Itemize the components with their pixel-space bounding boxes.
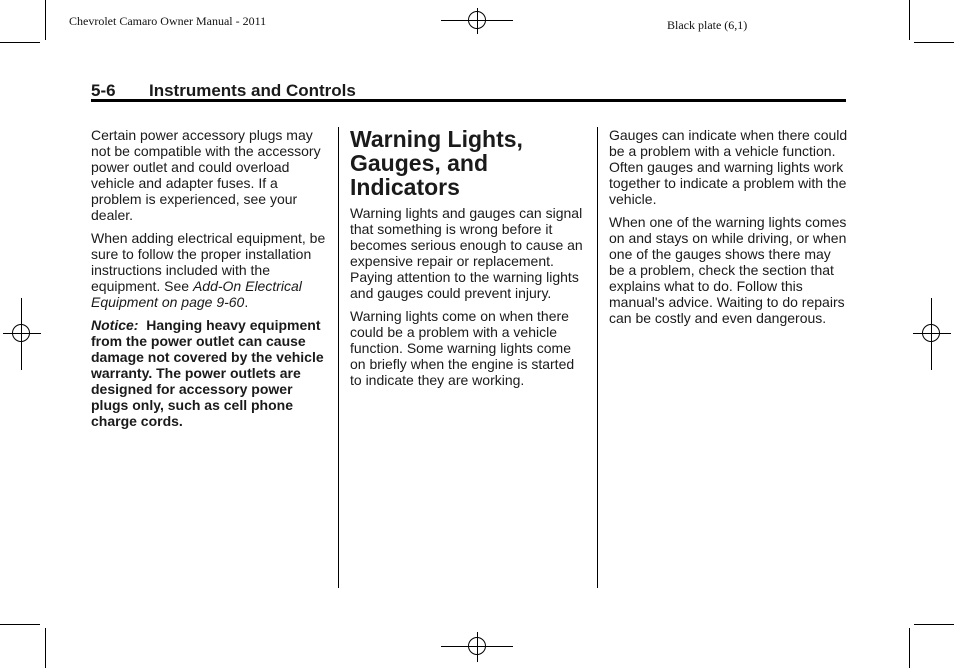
crop-mark-bottom-left-h	[0, 624, 40, 625]
paragraph-add-on: When adding electrical equipment, be sure to follow the proper installation instructions included with the equipment. See Add-On Electrical Equipment on page 9-60.	[91, 230, 326, 310]
crop-mark-top-right-h	[914, 42, 954, 43]
paragraph: Warning lights come on when there could be a problem with a vehicle function. Some warning lights come on briefly when the engine is started to indicate they are working.	[350, 308, 575, 388]
column-2	[350, 127, 588, 395]
crop-mark-top-right-v	[909, 0, 910, 40]
paragraph: When one of the warning lights comes on and stays on while driving, or when one of the gauges shows there may be a problem, check the section that explains what to do. Follow this manual's advice. Waiting to do repairs can be costly and even dangerous.	[609, 214, 847, 326]
crop-mark-top-left-v	[45, 0, 46, 40]
section-header	[91, 81, 846, 102]
section-title: Instruments and Controls	[149, 81, 356, 100]
notice-block	[91, 317, 326, 429]
crop-mark-top-left-h	[0, 42, 40, 43]
crop-mark-bottom-right-v	[909, 628, 910, 668]
column-divider-1	[338, 127, 339, 588]
running-head-plate: Black plate (6,1)	[667, 18, 748, 32]
subsection-heading: Warning Lights, Gauges, and Indicators	[350, 126, 523, 200]
section-number: 5-6	[91, 81, 116, 100]
column-3	[609, 127, 849, 333]
paragraph: Warning lights and gauges can signal that something is wrong before it becomes serious enough to cause an expensive repair or replacement. Paying attention to the warning lights and gauges could prevent injury.	[350, 205, 583, 301]
notice-label: Notice:	[91, 317, 139, 333]
crop-mark-bottom-right-h	[914, 624, 954, 625]
notice-text: Hanging heavy equipment from the power outlet can cause damage not covered by the vehicle warranty. The power outlets are designed for accessory power plugs only, such as cell phone charge cords.	[91, 317, 324, 429]
paragraph: Gauges can indicate when there could be a problem with a vehicle function. Often gauges and warning lights work together to indicate a problem with the vehicle.	[609, 127, 848, 207]
cross-reference-link[interactable]: Add-On Electrical Equipment on page 9-60	[91, 278, 302, 310]
paragraph: Certain power accessory plugs may not be compatible with the accessory power outlet and could overload vehicle and adapter fuses. If a problem is experienced, see your dealer.	[91, 127, 321, 223]
column-1	[91, 127, 326, 436]
column-divider-2	[597, 127, 598, 588]
crop-mark-bottom-left-v	[45, 628, 46, 668]
running-head-title: Chevrolet Camaro Owner Manual - 2011	[69, 14, 267, 28]
